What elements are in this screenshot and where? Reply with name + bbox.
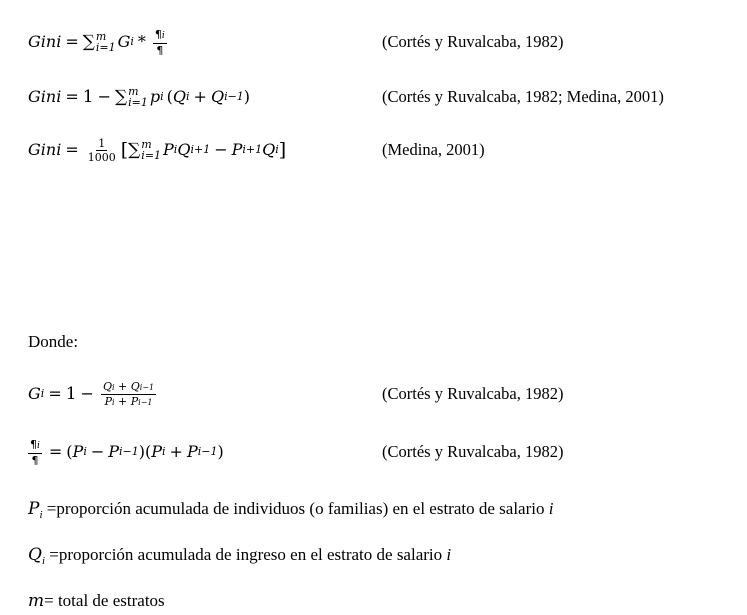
plus-sign: + [193, 87, 207, 106]
pilcrow-q-icon: ¶ [31, 453, 39, 467]
equals-sign: = [65, 140, 79, 159]
q-subscript: i [275, 143, 279, 156]
p-symbol: P [231, 140, 243, 159]
fraction-num-subscript: i [161, 30, 165, 41]
fraction-denominator: 1000 [87, 150, 116, 164]
summation [115, 77, 148, 117]
p-prev-subscript: i−1 [119, 445, 139, 458]
sum-upper-limit: m [95, 30, 107, 43]
sum-lower-limit: i=1 [141, 149, 162, 162]
q-symbol: Q [172, 87, 186, 106]
formula-row-1 [28, 22, 728, 62]
p-symbol: P [186, 442, 198, 461]
formula-lhs: Gini [28, 32, 62, 51]
citation: (Cortés y Ruvalcaba, 1982) [382, 384, 564, 403]
g-formula [28, 374, 159, 414]
definition-formula-row-2 [28, 432, 728, 472]
definition-formula-row-1 [28, 374, 728, 414]
sum-upper-limit: m [141, 138, 152, 151]
pilcrow-q-icon: ¶ [156, 43, 164, 57]
equals-sign: = [65, 32, 79, 51]
citation: (Cortés y Ruvalcaba, 1982; Medina, 2001) [382, 87, 664, 106]
gini-formula-2: Gini = 1 − ∑ m i=1 p i ( Q i + Q i−1 ) [28, 77, 250, 117]
g-subscript: i [130, 35, 134, 48]
pilcrow-q-icon: ¶ [154, 27, 162, 41]
fraction-numerator: 1 [98, 136, 106, 150]
definition-symbol: m [28, 591, 45, 611]
formula-lhs: Gini [28, 140, 62, 159]
times-sign: * [137, 32, 146, 51]
p-prev-subscript: i−1 [197, 445, 218, 458]
definition-var: i [446, 545, 452, 564]
citation: (Cortés y Ruvalcaba, 1982) [382, 32, 564, 51]
gini-formula-1 [28, 22, 170, 62]
p-symbol: P [163, 140, 174, 159]
definition-p [28, 495, 553, 529]
one: 1 [82, 87, 94, 107]
q-symbol: Q [177, 140, 191, 159]
num-q-subscript: i [111, 382, 115, 392]
minus-sign: − [80, 384, 94, 403]
definition-text: = total de estratos [44, 591, 165, 610]
definition-var: i [548, 499, 554, 518]
definition-subscript: i [41, 555, 45, 567]
fraction-one-over-thousand [86, 137, 118, 164]
den-p: P [104, 394, 112, 408]
num-q: Q [130, 379, 140, 393]
p-symbol: P [72, 442, 84, 461]
den-p-prev-subscript: i−1 [138, 397, 153, 407]
equals-sign: = [48, 442, 63, 461]
summation [83, 22, 116, 62]
den-p: P [130, 394, 139, 408]
p-next-subscript: i+1 [242, 143, 263, 156]
num-q: Q [102, 379, 112, 393]
definition-text: =proporción acumulada de individuos (o familias) en el estrato de salario [42, 499, 549, 518]
donde-label: Donde: [28, 332, 79, 351]
summation-icon: ∑ [114, 87, 128, 107]
sum-lower-limit: i=1 [128, 96, 148, 109]
q-symbol: Q [210, 87, 225, 106]
q-subscript: i [186, 90, 190, 103]
summation [128, 130, 161, 170]
g-symbol: G [28, 384, 41, 403]
p-subscript: i [173, 143, 178, 156]
p-symbol: P [151, 442, 162, 461]
definition-subscript: i [39, 509, 43, 521]
formula-row-2 [28, 77, 728, 117]
minus-sign: − [90, 442, 105, 461]
definition-text: =proporción acumulada de ingreso en el estrato de salario [45, 545, 447, 564]
q-symbol: Q [262, 140, 276, 159]
fraction-q-over-q [153, 28, 167, 57]
summation-icon: ∑ [128, 140, 141, 160]
den-p-subscript: i [111, 397, 115, 407]
q-next-subscript: i+1 [190, 143, 211, 156]
equals-sign: = [48, 384, 62, 403]
p-symbol: P [108, 442, 120, 461]
equals-sign: = [65, 87, 79, 106]
definition-symbol: P [28, 499, 40, 519]
minus-sign: − [97, 87, 111, 106]
gini-formula-3: Gini = $\frac{1}{1000}$ [ ∑ m i=1 P i Q i+1 − P i+1 Q i ] [28, 130, 286, 170]
citation: (Medina, 2001) [382, 140, 485, 159]
p-subscript: i [162, 445, 166, 458]
fraction-num-subscript: i [37, 440, 40, 451]
p-subscript: i [160, 90, 164, 103]
fraction-q-over-q [28, 438, 42, 467]
summation-icon: ∑ [82, 32, 95, 52]
definition-m [28, 587, 165, 615]
formula-lhs: Gini [28, 87, 62, 106]
pilcrow-q-icon: ¶ [30, 437, 37, 451]
g-subscript: i [40, 387, 45, 400]
minus-sign: − [214, 140, 228, 159]
q-ratio-formula: $\frac{\P i}{\P}$ = ( P i − P i−1 )( P i + P i−1 ) [28, 432, 224, 472]
fraction-q-over-p: $\frac{Qi + Qi-1}{Pi + Pi-1}$ [102, 379, 155, 408]
num-q-prev-subscript: i−1 [139, 382, 155, 392]
citation: (Cortés y Ruvalcaba, 1982) [382, 442, 564, 461]
g-symbol: G [117, 32, 131, 51]
sum-lower-limit: i=1 [95, 41, 116, 54]
formula-row-3 [28, 130, 728, 170]
q-prev-subscript: i−1 [224, 90, 244, 103]
definition-symbol: Q [28, 545, 42, 565]
one: 1 [65, 384, 77, 404]
p-symbol: p [149, 87, 161, 106]
definition-q [28, 541, 451, 575]
p-subscript: i [83, 445, 87, 458]
sum-upper-limit: m [128, 85, 139, 98]
plus-sign: + [169, 442, 183, 461]
